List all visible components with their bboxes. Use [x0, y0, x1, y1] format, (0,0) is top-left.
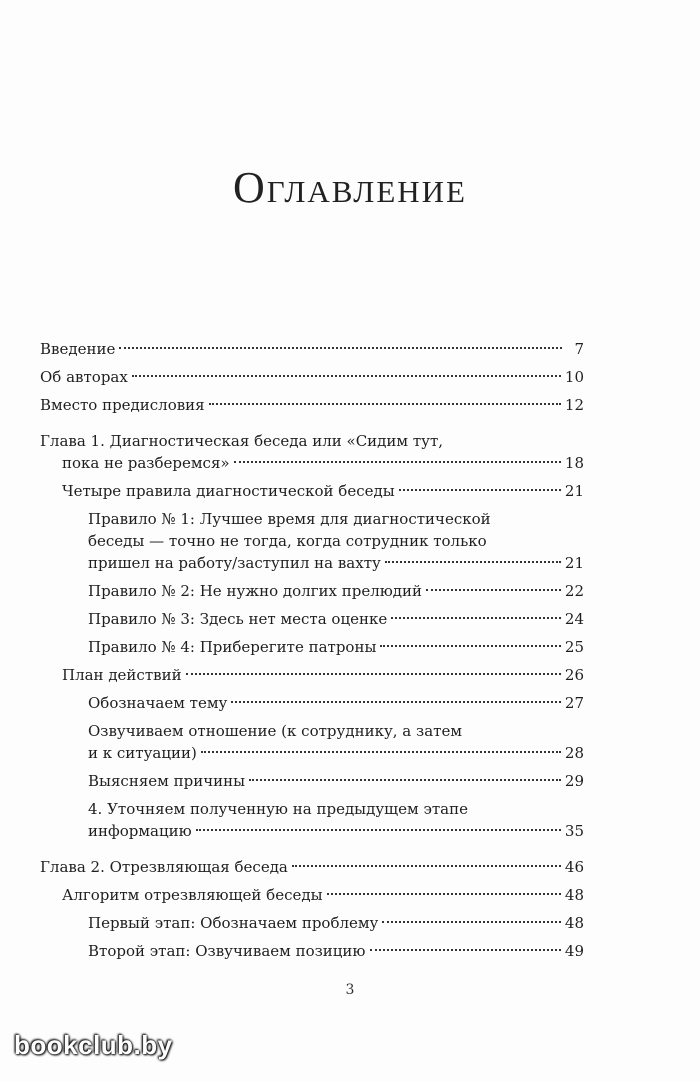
toc-entry: [40, 664, 584, 686]
toc-entry-text: Правило № 1: Лучшее время для диагностической: [88, 510, 491, 528]
dot-leader: [327, 893, 561, 895]
toc-entry-text: Второй этап: Озвучиваем позицию: [88, 942, 366, 960]
dot-leader: [382, 921, 561, 923]
toc-entry: [40, 608, 584, 630]
toc-entry: [40, 366, 584, 388]
toc-entry: [40, 636, 584, 658]
toc-entry: [40, 394, 584, 416]
toc-page-number: 12: [564, 396, 584, 414]
dot-leader: [119, 347, 562, 349]
toc-entry: [40, 580, 584, 602]
toc-entry-text: Правило № 2: Не нужно долгих прелюдий: [88, 582, 423, 600]
dot-leader: [201, 751, 561, 753]
toc-entry-text: информацию: [88, 822, 192, 840]
toc-entry-text: Озвучиваем отношение (к сотруднику, а затем: [88, 722, 462, 740]
dot-leader: [196, 829, 561, 831]
table-of-contents: [40, 338, 584, 968]
toc-page-number: 48: [564, 914, 584, 932]
toc-entry: [40, 430, 584, 474]
dot-leader: [426, 589, 561, 591]
dot-leader: [231, 701, 561, 703]
dot-leader: [234, 461, 561, 463]
dot-leader: [399, 489, 561, 491]
dot-leader: [186, 673, 561, 675]
dot-leader: [249, 779, 561, 781]
watermark-logo: bookclub.by: [14, 1030, 173, 1060]
toc-page-number: 10: [564, 368, 584, 386]
toc-page-number: 18: [564, 454, 584, 472]
toc-page-number: 46: [564, 858, 584, 876]
toc-entry-text: и к ситуации): [88, 744, 197, 762]
toc-entry: [40, 770, 584, 792]
dot-leader: [380, 645, 561, 647]
toc-entry-text: Введение: [40, 340, 116, 358]
page-title: Оглавление: [233, 163, 467, 212]
toc-entry-text: Выясняем причины: [88, 772, 246, 790]
toc-entry: [40, 508, 584, 574]
toc-page-number: 29: [564, 772, 584, 790]
toc-entry-text: Правило № 4: Приберегите патроны: [88, 638, 377, 656]
toc-entry-text: Глава 1. Диагностическая беседа или «Сидим тут,: [40, 432, 444, 450]
toc-entry: [40, 856, 584, 878]
toc-entry-text: беседы — точно не тогда, когда сотрудник только: [88, 532, 487, 550]
toc-entry: [40, 480, 584, 502]
dot-leader: [209, 403, 561, 405]
toc-entry-text: пока не разберемся»: [62, 454, 230, 472]
toc-entry: [40, 940, 584, 962]
toc-entry-text: 4. Уточняем полученную на предыдущем этапе: [88, 800, 468, 818]
toc-entry: [40, 884, 584, 906]
toc-entry-text: Первый этап: Обозначаем проблему: [88, 914, 379, 932]
toc-entry: [40, 720, 584, 764]
toc-page-number: 24: [564, 610, 584, 628]
toc-entry-text: Алгоритм отрезвляющей беседы: [62, 886, 323, 904]
toc-entry-text: Четыре правила диагностической беседы: [62, 482, 395, 500]
toc-entry: [40, 798, 584, 842]
toc-entry-text: План действий: [62, 666, 182, 684]
toc-page-number: 49: [564, 942, 584, 960]
toc-page-number: 26: [564, 666, 584, 684]
dot-leader: [391, 617, 561, 619]
toc-entry: [40, 692, 584, 714]
dot-leader: [292, 865, 561, 867]
toc-entry-text: Обозначаем тему: [88, 694, 228, 712]
toc-page-number: 22: [564, 582, 584, 600]
toc-entry-text: Вместо предисловия: [40, 396, 205, 414]
toc-page-number: 7: [574, 340, 584, 358]
toc-entry-text: Глава 2. Отрезвляющая беседа: [40, 858, 288, 876]
toc-page-number: 27: [564, 694, 584, 712]
toc-entry-text: пришел на работу/заступил на вахту: [88, 554, 381, 572]
toc-page-number: 28: [564, 744, 584, 762]
toc-page-number: 21: [564, 482, 584, 500]
dot-leader: [370, 949, 561, 951]
toc-page-number: 48: [564, 886, 584, 904]
dot-leader: [385, 561, 561, 563]
toc-entry: [40, 338, 584, 360]
toc-page-number: 21: [564, 554, 584, 572]
toc-page-number: 35: [564, 822, 584, 840]
toc-page-number: 25: [564, 638, 584, 656]
toc-entry-text: Правило № 3: Здесь нет места оценке: [88, 610, 388, 628]
page-number: 3: [345, 982, 355, 998]
dot-leader: [132, 375, 561, 377]
toc-entry-text: Об авторах: [40, 368, 128, 386]
toc-entry: [40, 912, 584, 934]
